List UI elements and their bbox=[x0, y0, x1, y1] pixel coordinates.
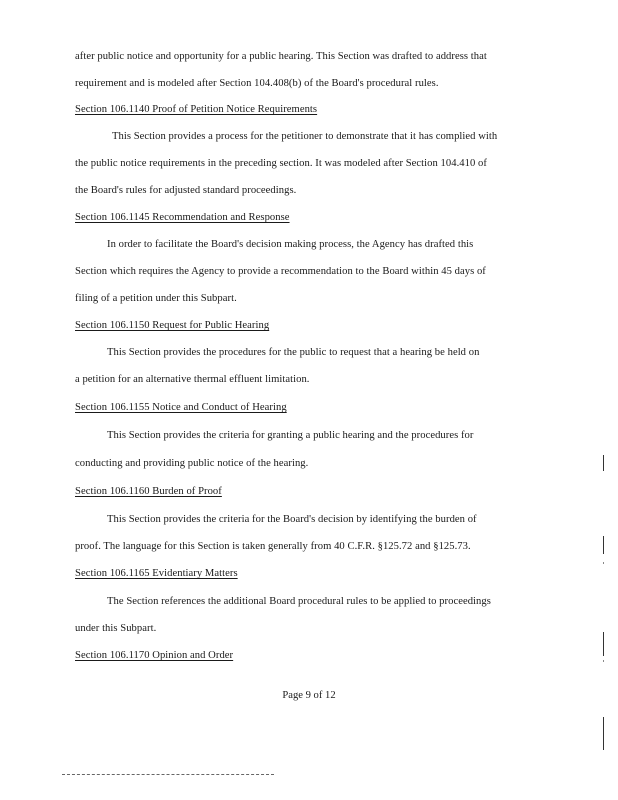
section-heading-106-1140: Section 106.1140 Proof of Petition Notice Requirements bbox=[75, 104, 318, 115]
body-line: the public notice requirements in the preceding section. It was modeled after Section 104.410 of bbox=[75, 158, 487, 169]
body-line: conducting and providing public notice of the hearing. bbox=[75, 458, 309, 469]
body-line: This Section provides the procedures for the public to request that a hearing be held on bbox=[107, 347, 480, 358]
section-heading-106-1145: Section 106.1145 Recommendation and Response bbox=[75, 212, 290, 223]
change-bar bbox=[603, 717, 604, 750]
section-heading-106-1150: Section 106.1150 Request for Public Hearing bbox=[75, 320, 270, 331]
section-heading-106-1160: Section 106.1160 Burden of Proof bbox=[75, 486, 222, 497]
footer-rule bbox=[62, 774, 274, 775]
section-heading-106-1165: Section 106.1165 Evidentiary Matters bbox=[75, 568, 238, 579]
body-line: the Board's rules for adjusted standard proceedings. bbox=[75, 185, 297, 196]
body-line: This Section provides the criteria for granting a public hearing and the procedures for bbox=[107, 430, 474, 441]
body-line: requirement and is modeled after Section 104.408(b) of the Board's procedural rules. bbox=[75, 78, 439, 89]
margin-tick bbox=[603, 562, 604, 564]
body-line: This Section provides the criteria for the Board's decision by identifying the burden of bbox=[107, 514, 477, 525]
body-line: a petition for an alternative thermal effluent limitation. bbox=[75, 374, 310, 385]
body-line: proof. The language for this Section is taken generally from 40 C.F.R. §125.72 and §125.73. bbox=[75, 541, 471, 552]
change-bar bbox=[603, 536, 604, 554]
section-heading-106-1155: Section 106.1155 Notice and Conduct of Hearing bbox=[75, 402, 287, 413]
body-line: The Section references the additional Board procedural rules to be applied to proceedings bbox=[107, 596, 491, 607]
body-line: Section which requires the Agency to provide a recommendation to the Board within 45 days of bbox=[75, 266, 486, 277]
body-line: This Section provides a process for the petitioner to demonstrate that it has complied with bbox=[112, 131, 498, 142]
change-bar bbox=[603, 632, 604, 656]
page-number: Page 9 of 12 bbox=[282, 690, 336, 701]
section-heading-106-1170: Section 106.1170 Opinion and Order bbox=[75, 650, 234, 661]
body-line: under this Subpart. bbox=[75, 623, 157, 634]
change-bar bbox=[603, 455, 604, 471]
body-line: In order to facilitate the Board's decision making process, the Agency has drafted this bbox=[107, 239, 474, 250]
margin-tick bbox=[603, 660, 604, 662]
body-line: after public notice and opportunity for a public hearing. This Section was drafted to address that bbox=[75, 51, 487, 62]
body-line: filing of a petition under this Subpart. bbox=[75, 293, 237, 304]
